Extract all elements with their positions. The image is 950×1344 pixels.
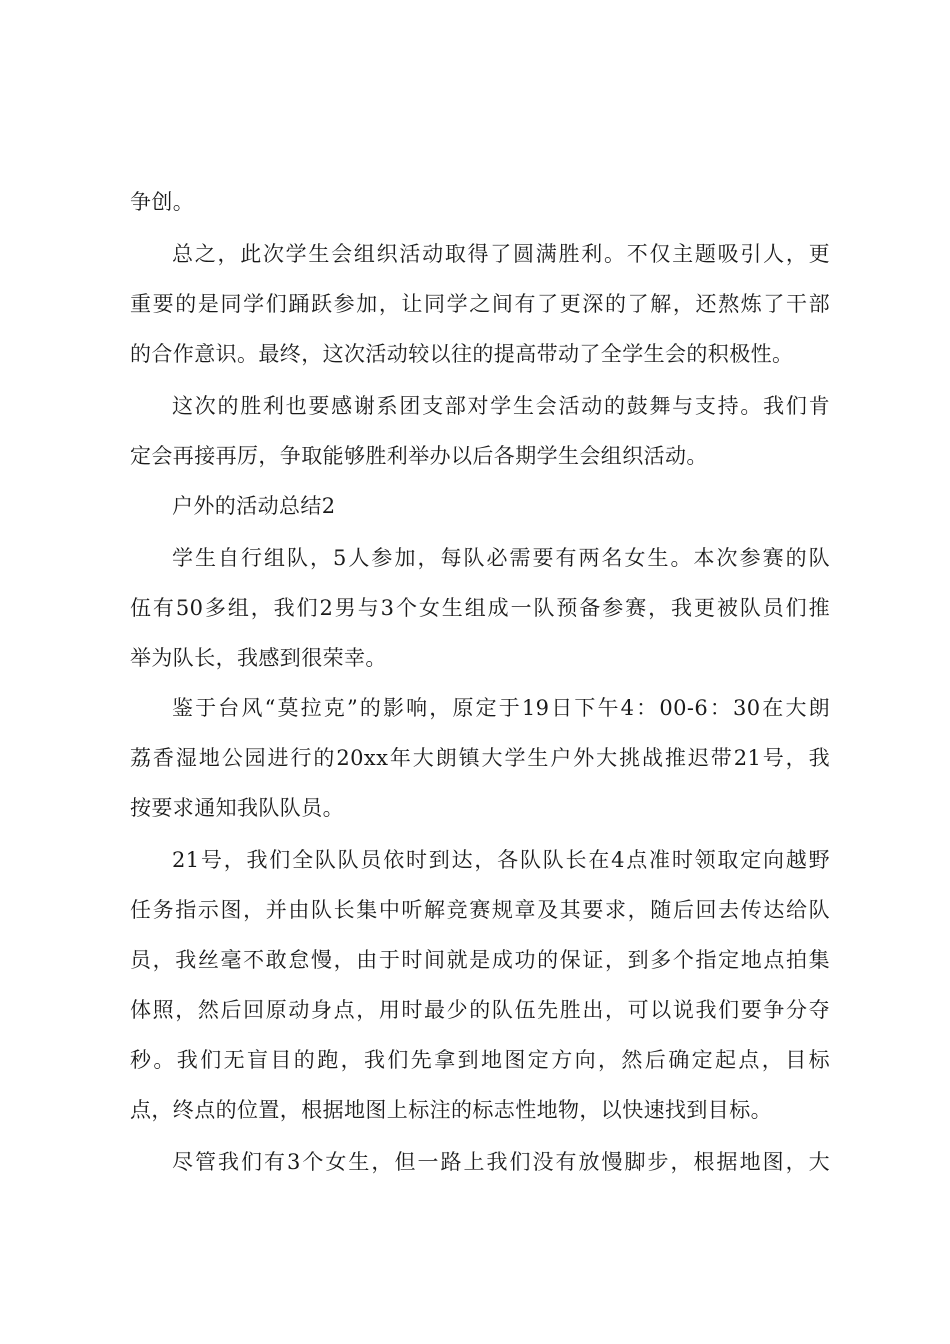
paragraph-1-line-3: 的合作意识。最终，这次活动较以往的提高带动了全学生会的积极性。	[130, 342, 794, 366]
paragraph-1-line-1: 总之，此次学生会组织活动取得了圆满胜利。不仅主题吸引人，更	[172, 242, 830, 266]
paragraph-3-line-3: 举为队长，我感到很荣幸。	[130, 646, 387, 670]
paragraph-2-line-1: 这次的胜利也要感谢系团支部对学生会活动的鼓舞与支持。我们肯	[172, 394, 830, 418]
paragraph-5-line-2: 任务指示图，并由队长集中听解竞赛规章及其要求，随后回去传达给队	[130, 898, 830, 922]
paragraph-1-line-2: 重要的是同学们踊跃参加，让同学之间有了更深的了解，还熬炼了干部	[130, 292, 830, 316]
paragraph-3-line-2: 伍有50多组，我们2男与3个女生组成一队预备参赛，我更被队员们推	[130, 596, 830, 620]
paragraph-4-line-1: 鉴于台风“莫拉克”的影响，原定于19日下午4：00-6：30在大朗	[172, 696, 830, 720]
paragraph-2-line-2: 定会再接再厉，争取能够胜利举办以后各期学生会组织活动。	[130, 444, 708, 468]
text-line: 争创。	[130, 190, 195, 214]
paragraph-5-line-5: 秒。我们无盲目的跑，我们先拿到地图定方向，然后确定起点，目标	[130, 1048, 830, 1072]
paragraph-4-line-3: 按要求通知我队队员。	[130, 796, 344, 820]
paragraph-5-line-4: 体照，然后回原动身点，用时最少的队伍先胜出，可以说我们要争分夺	[130, 998, 830, 1022]
paragraph-5-line-3: 员，我丝毫不敢怠慢，由于时间就是成功的保证，到多个指定地点拍集	[130, 948, 830, 972]
paragraph-5-line-6: 点，终点的位置，根据地图上标注的标志性地物，以快速找到目标。	[130, 1098, 772, 1122]
paragraph-3-line-1: 学生自行组队，5人参加，每队必需要有两名女生。本次参赛的队	[172, 546, 830, 570]
paragraph-4-line-2: 荔香湿地公园进行的20xx年大朗镇大学生户外大挑战推迟带21号，我	[130, 746, 830, 770]
paragraph-6-line-1: 尽管我们有3个女生，但一路上我们没有放慢脚步，根据地图，大	[172, 1150, 830, 1174]
section-heading: 户外的活动总结2	[172, 494, 336, 518]
paragraph-5-line-1: 21号，我们全队队员依时到达，各队队长在4点准时领取定向越野	[172, 848, 830, 872]
